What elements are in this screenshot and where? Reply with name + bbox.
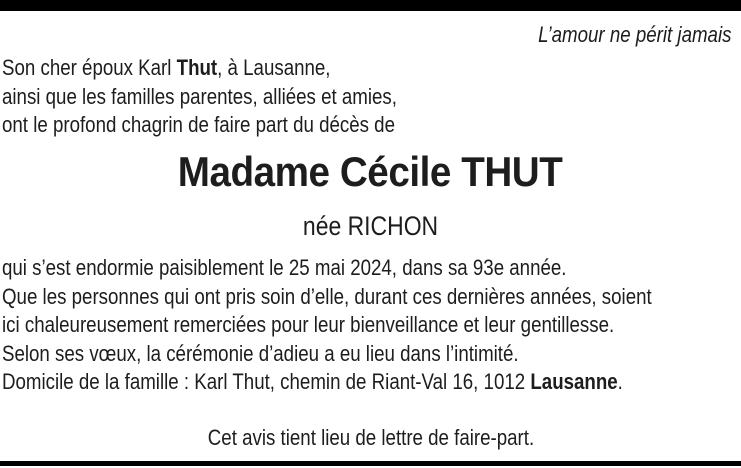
body-line-2: Que les personnes qui ont pris soin d’elle, durant ces dernières années, soient bbox=[2, 283, 652, 309]
deceased-name bbox=[0, 147, 741, 197]
footer-notice-text: Cet avis tient lieu de lettre de faire-part. bbox=[207, 425, 534, 450]
footer-notice bbox=[0, 424, 741, 452]
intro-line-1-bold: Thut bbox=[176, 55, 218, 80]
intro-line-1-post: , à Lausanne, bbox=[217, 55, 331, 80]
intro-line-1-pre: Son cher époux Karl bbox=[2, 55, 177, 80]
body-line-5 bbox=[2, 368, 741, 397]
maiden-name bbox=[0, 209, 741, 243]
deceased-name-text: Madame Cécile THUT bbox=[178, 148, 563, 195]
maiden-name-text: née RICHON bbox=[302, 211, 439, 241]
intro-line-1 bbox=[2, 54, 741, 83]
body-line-1: qui s’est endormie paisiblement le 25 mai 2024, dans sa 93e année. bbox=[2, 255, 567, 280]
bottom-border-bar bbox=[0, 461, 741, 466]
body-line-3: ici chaleureusement remerciées pour leur bienveillance et leur gentillesse. bbox=[2, 312, 615, 337]
body-line-5-pre: Domicile de la famille : Karl Thut, chemin de Riant-Val 16, 1012 bbox=[2, 369, 531, 394]
body-paragraph bbox=[2, 254, 741, 397]
intro-line-3: ont le profond chagrin de faire part du décès de bbox=[2, 112, 395, 137]
intro-line-2: ainsi que les familles parentes, alliées et amies, bbox=[2, 83, 397, 109]
body-line-5-post: . bbox=[617, 369, 623, 394]
epigraph bbox=[0, 21, 731, 48]
top-border-bar bbox=[0, 0, 741, 11]
intro-paragraph bbox=[2, 54, 741, 140]
body-line-4: Selon ses vœux, la cérémonie d’adieu a eu lieu dans l’intimité. bbox=[2, 340, 519, 366]
body-line-5-bold: Lausanne bbox=[530, 369, 618, 394]
epigraph-text: L’amour ne périt jamais bbox=[537, 22, 731, 47]
